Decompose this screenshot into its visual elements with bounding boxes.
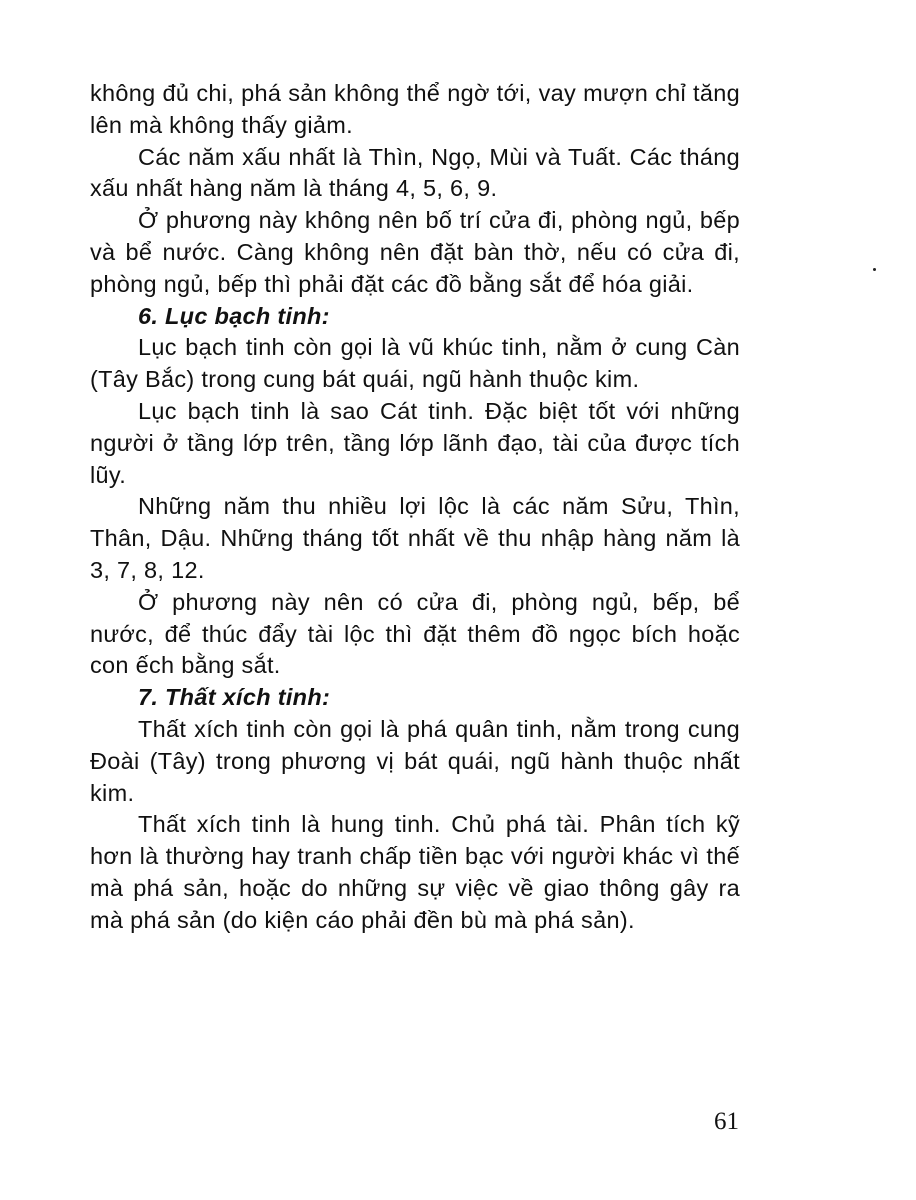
paragraph: Lục bạch tinh còn gọi là vũ khúc tinh, nằm ở cung Càn (Tây Bắc) trong cung bát quái, ngũ hành thuộc kim.: [90, 334, 740, 393]
paragraph: Ở phương này không nên bố trí cửa đi, phòng ngủ, bếp và bể nước. Càng không nên đặt bàn thờ, nếu có cửa đi, phòng ngủ, bếp thì phải đặt các đồ bằng sắt để hóa giải.: [90, 207, 740, 297]
paragraph: Những năm thu nhiều lợi lộc là các năm Sửu, Thìn, Thân, Dậu. Những tháng tốt nhất về thu nhập hàng năm là 3, 7, 8, 12.: [90, 493, 740, 583]
paragraph: không đủ chi, phá sản không thể ngờ tới, vay mượn chỉ tăng lên mà không thấy giảm.: [90, 80, 740, 138]
scan-speck: [873, 268, 876, 271]
body-text: [90, 78, 740, 937]
paragraph: Các năm xấu nhất là Thìn, Ngọ, Mùi và Tuất. Các tháng xấu nhất hàng năm là tháng 4, 5, 6, 9.: [90, 143, 740, 202]
section-heading: 7. Thất xích tinh:: [138, 684, 331, 711]
paragraph: Lục bạch tinh là sao Cát tinh. Đặc biệt tốt với những người ở tầng lớp trên, tầng lớp lãnh đạo, tài của được tích lũy.: [90, 397, 740, 488]
page-number: 61: [714, 1108, 739, 1135]
paragraph: Thất xích tinh còn gọi là phá quân tinh, nằm trong cung Đoài (Tây) trong phương vị bát quái, ngũ hành thuộc nhất kim.: [90, 715, 740, 806]
paragraph: Ở phương này nên có cửa đi, phòng ngủ, bếp, bể nước, để thúc đẩy tài lộc thì đặt thêm đồ ngọc bích hoặc con ếch bằng sắt.: [90, 588, 740, 679]
section-heading: 6. Lục bạch tinh:: [138, 302, 330, 329]
paragraph: Thất xích tinh là hung tinh. Chủ phá tài. Phân tích kỹ hơn là thường hay tranh chấp tiền bạc với người khác vì thế mà phá sản, hoặc do những sự việc về giao thông gây ra mà phá sản (do kiện cáo phải đền bù mà phá sản).: [90, 811, 740, 933]
